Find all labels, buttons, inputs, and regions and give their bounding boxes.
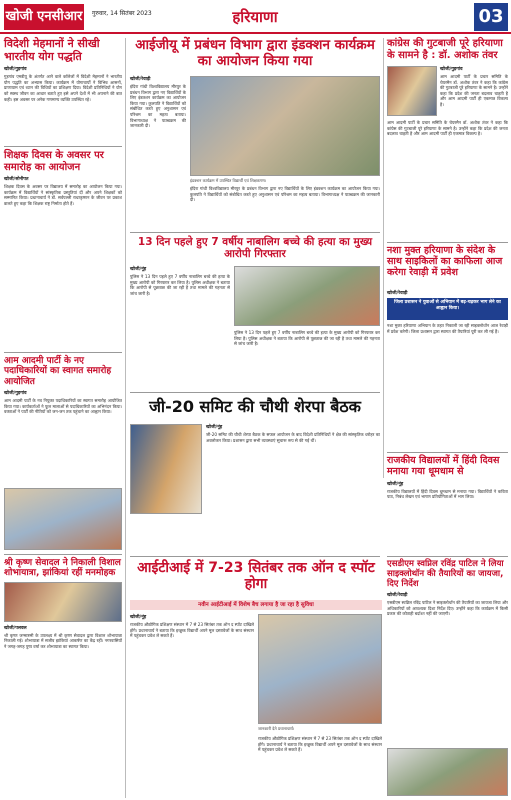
story-body: एसडीएम स्वप्निल रविंद्र पाटिल ने साइक्लोथॉन की तैयारियों का जायजा लिया और अधिकारियों को आवश्यक दिशा निर्देश दिए। उन्होंने कहा कि कार्यक्रम में किसी प्रकार की कोताही बर्दाश्त नहीं की जाएगी। — [387, 600, 508, 617]
story-body: शिक्षक दिवस के अवसर पर विद्यालय में समारोह का आयोजन किया गया। कार्यक्रम में विद्यार्थियों ने सांस्कृतिक प्रस्तुतियां दीं और अपने शिक्षकों को सम्मानित किया। प्रधानाचार्य ने डॉ. सर्वपल्ली राधाकृष्णन के जीवन पर प्रकाश डालते हुए कहा कि शिक्षक राष्ट्र निर्माता होते हैं। — [4, 184, 122, 206]
story-body: राजकीय विद्यालयों में हिंदी दिवस धूमधाम से मनाया गया। विद्यार्थियों ने कविता पाठ, निबंध लेखन एवं भाषण प्रतियोगिताओं में भाग लिया। — [387, 488, 508, 500]
story-body: पुलिस ने 13 दिन पहले हुए 7 वर्षीय नाबालिग बच्चे की हत्या के मुख्य आरोपी को गिरफ्तार कर लिया है। पुलिस अधीक्षक ने बताया कि आरोपी से पूछताछ की जा रही है तथा मामले की गहनता से जांच जारी है। — [130, 274, 230, 296]
issue-date: गुरुवार, 14 सितंबर 2023 — [92, 10, 152, 17]
story-aap — [4, 356, 122, 494]
divider — [387, 242, 508, 243]
story-headline: आम आदमी पार्टी के नए पदाधिकारियों का स्वागत समारोह आयोजित — [4, 356, 112, 387]
story-headline: राजकीय विद्यालयों में हिंदी दिवस मनाया गया धूमधाम से — [387, 455, 500, 477]
story-headline: जी-20 समिट की चौथी शेरपा बैठक — [149, 397, 361, 416]
story-cyclothon — [387, 246, 508, 279]
story-body-cont: राजकीय औद्योगिक प्रशिक्षण संस्थान में 7 से 23 सितंबर तक ऑन द स्पॉट दाखिले होंगे। प्रधानाचार्य ने बताया कि इच्छुक विद्यार्थी अपने मूल दस्तावेजों के साथ संस्थान में पहुंचकर प्रवेश ले सकते हैं। — [258, 736, 382, 753]
divider — [130, 232, 380, 233]
photo-caption: जानकारी देते प्रधानाचार्य। — [258, 726, 295, 731]
story-g20 — [130, 398, 380, 416]
story-iti-text — [130, 614, 254, 798]
story-byline: खोजी/गुड़गांव — [4, 391, 27, 397]
story-murder-arrest — [130, 236, 380, 260]
pull-quote: जिला प्रशासन ने युवाओं से अभियान में बढ़-चढ़कर भाग लेने का आह्वान किया। — [387, 298, 508, 320]
page-number: 03 — [474, 3, 508, 31]
story-byline: खोजी/सोनीपत — [4, 177, 29, 182]
story-body: नशा मुक्त हरियाणा अभियान के तहत निकाली जा रही साइक्लोथॉन आज रेवाड़ी में प्रवेश करेगी। जिला प्रशासन द्वारा स्वागत की तैयारियां पूरी कर ली गई हैं। — [387, 323, 508, 334]
g20-photo — [130, 424, 202, 514]
story-congress — [387, 38, 508, 61]
story-body: इंदिरा गांधी विश्वविद्यालय मीरपुर के प्रबंधन विभाग द्वारा नए विद्यार्थियों के लिए इंडक्शन कार्यक्रम का आयोजन किया गया। कुलपति ने विद्यार्थियों को संबोधित करते हुए अनुशासन एवं परिश्रम का महत्व बताया। विभागाध्यक्ष ने पाठ्यक्रम की जानकारी दी। — [130, 84, 186, 129]
story-congress-text — [440, 66, 508, 120]
section-title: हरियाणा — [232, 8, 278, 26]
divider — [4, 554, 122, 555]
story-headline: विदेशी मेहमानों ने सीखी भारतीय योग पद्धति — [4, 37, 100, 63]
column-rule — [125, 38, 126, 798]
ashok-tanwar-photo — [387, 66, 437, 116]
story-headline: आईटीआई में 7-23 सितंबर तक ऑन द स्पॉट होगा — [137, 560, 375, 593]
story-yoga — [4, 38, 122, 148]
story-body: राजकीय औद्योगिक प्रशिक्षण संस्थान में 7 से 23 सितंबर तक ऑन द स्पॉट दाखिले होंगे। प्रधानाचार्य ने बताया कि इच्छुक विद्यार्थी अपने मूल दस्तावेजों के साथ संस्थान में पहुंचकर प्रवेश ले सकते हैं। — [130, 622, 254, 639]
news-photo — [4, 488, 122, 550]
story-shobhayatra — [4, 558, 122, 763]
story-headline: 13 दिन पहले हुए 7 वर्षीय नाबालिग बच्चे की हत्या का मुख्य आरोपी गिरफ्तार — [137, 236, 373, 261]
story-murder-text — [130, 266, 230, 392]
story-headline: श्री कृष्ण सेवादल ने निकाली विशाल शोभायात्रा, झांकियां रहीं मनमोहक — [4, 558, 121, 579]
story-headline: शिक्षक दिवस के अवसर पर समारोह का आयोजन — [4, 150, 104, 173]
story-headline: आईजीयू में प्रबंधन विभाग द्वारा इंडक्शन कार्यक्रम का आयोजन किया गया — [135, 37, 375, 69]
story-byline: खोजी/नूंह — [387, 481, 404, 487]
story-igu-text — [130, 76, 186, 234]
news-photo — [4, 582, 122, 622]
divider — [387, 556, 508, 557]
story-body: आम आदमी पार्टी के प्रचार समिति के चेयरमैन डॉ. अशोक तंवर ने कहा कि कांग्रेस की गुटबाजी पूरे हरियाणा के सामने है। उन्होंने कहा कि प्रदेश की जनता बदलाव चाहती है और आम आदमी पार्टी ही एकमात्र विकल्प है। — [440, 74, 508, 107]
story-byline: खोजी/नूंह — [206, 425, 223, 430]
story-byline: खोजी/नूंह — [130, 267, 147, 272]
story-byline: खोजी/रेवाड़ी — [387, 593, 408, 599]
divider — [130, 392, 380, 393]
story-byline: खोजी/रेवाड़ी — [387, 291, 408, 296]
story-igu-induction — [130, 38, 380, 69]
principal-photo — [258, 614, 382, 724]
arrest-photo — [234, 266, 380, 326]
story-subhead: नवीन आईटीआई में विशेष बैच लगाया है जा रहा है सुविधा — [130, 600, 382, 610]
story-body-cont: आम आदमी पार्टी के प्रचार समिति के चेयरमैन डॉ. अशोक तंवर ने कहा कि कांग्रेस की गुटबाजी पूरे हरियाणा के सामने है। उन्होंने कहा कि प्रदेश की जनता बदलाव चाहती है और आम आदमी पार्टी ही एकमात्र विकल्प है। — [387, 120, 508, 137]
story-body-cont: पुलिस ने 13 दिन पहले हुए 7 वर्षीय नाबालिग बच्चे की हत्या के मुख्य आरोपी को गिरफ्तार कर लिया है। पुलिस अधीक्षक ने बताया कि आरोपी से पूछताछ की जा रही है तथा मामले की गहनता से जांच जारी है। — [234, 330, 380, 347]
story-cyclothon-text — [387, 290, 508, 433]
photo-caption: इंडक्शन कार्यक्रम में उपस्थित विद्यार्थी एवं शिक्षकगण। — [190, 178, 267, 183]
divider — [4, 352, 122, 353]
story-hindi-diwas — [387, 456, 508, 549]
story-body: गुड़गांव एमडीयू के अंतर्गत आने वाले कॉलेजों में विदेशी मेहमानों ने भारतीय योग पद्धति का अभ्यास किया। कार्यक्रम में योगाचार्यों ने विभिन्न आसनों, प्राणायाम एवं ध्यान की विधियों का प्रशिक्षण दिया। विदेशी प्रतिनिधियों ने योग को स्वस्थ जीवन का आधार बताते हुए इसे अपने देशों में भी अपनाने की बात कही। इस अवसर पर अनेक गणमान्य व्यक्ति उपस्थित रहे। — [4, 74, 122, 102]
story-byline: खोजी/गुड़गांव — [440, 67, 463, 72]
story-byline: खोजी/नूंह — [130, 615, 147, 620]
story-headline: नशा मुक्त हरियाणा के संदेश के साथ साइकिलों का काफिला आज करेगा रेवाड़ी में प्रवेश — [387, 245, 503, 278]
story-byline: खोजी/पलवल — [4, 625, 27, 631]
story-teachers-day — [4, 150, 122, 334]
igu-event-photo — [190, 76, 380, 176]
story-iti-spot — [130, 560, 382, 592]
divider — [130, 556, 380, 557]
story-body: आम आदमी पार्टी के नव नियुक्त पदाधिकारियों का स्वागत समारोह आयोजित किया गया। कार्यकर्ताओं ने फूल मालाओं से पदाधिकारियों का अभिनंदन किया। वक्ताओं ने पार्टी की नीतियों को जन-जन तक पहुंचाने का आह्वान किया। — [4, 398, 122, 415]
masthead — [0, 0, 511, 34]
story-body: श्री कृष्ण जन्माष्टमी के उपलक्ष्य में श्री कृष्ण सेवादल द्वारा विशाल शोभायात्रा निकाली गई। शोभायात्रा में सजीव झांकियां आकर्षण का केंद्र रहीं। नगरवासियों ने जगह-जगह पुष्प वर्षा कर शोभायात्रा का स्वागत किया। — [4, 632, 122, 649]
divider — [387, 452, 508, 453]
story-g20-text — [206, 424, 380, 552]
story-sdm — [387, 560, 508, 740]
story-byline: खोजी/गुड़गांव — [4, 67, 27, 73]
story-body: जी-20 समिट की चौथी शेरपा बैठक के सफल आयोजन के बाद विदेशी प्रतिनिधियों ने क्षेत्र की सांस्कृतिक धरोहर का अवलोकन किया। प्रशासन द्वारा सभी व्यवस्थाएं सुचारू रूप से की गई थीं। — [206, 432, 380, 443]
column-rule — [383, 38, 384, 478]
story-byline: खोजी/रेवाड़ी — [130, 77, 151, 82]
newspaper-name: खोजी एनसीआर — [4, 4, 84, 30]
story-body-cont: इंदिरा गांधी विश्वविद्यालय मीरपुर के प्रबंधन विभाग द्वारा नए विद्यार्थियों के लिए इंडक्शन कार्यक्रम का आयोजन किया गया। कुलपति ने विद्यार्थियों को संबोधित करते हुए अनुशासन एवं परिश्रम का महत्व बताया। विभागाध्यक्ष ने पाठ्यक्रम की जानकारी दी। — [190, 186, 380, 203]
sdm-photo — [387, 748, 508, 796]
divider — [4, 146, 122, 147]
story-headline: कांग्रेस की गुटबाजी पूरे हरियाणा के सामने है : डॉ. अशोक तंवर — [387, 38, 503, 61]
story-headline: एसडीएम स्वप्निल रविंद्र पाटिल ने लिया साइक्लोथॉन की तैयारियों का जायजा, दिए निर्देश — [387, 559, 504, 589]
